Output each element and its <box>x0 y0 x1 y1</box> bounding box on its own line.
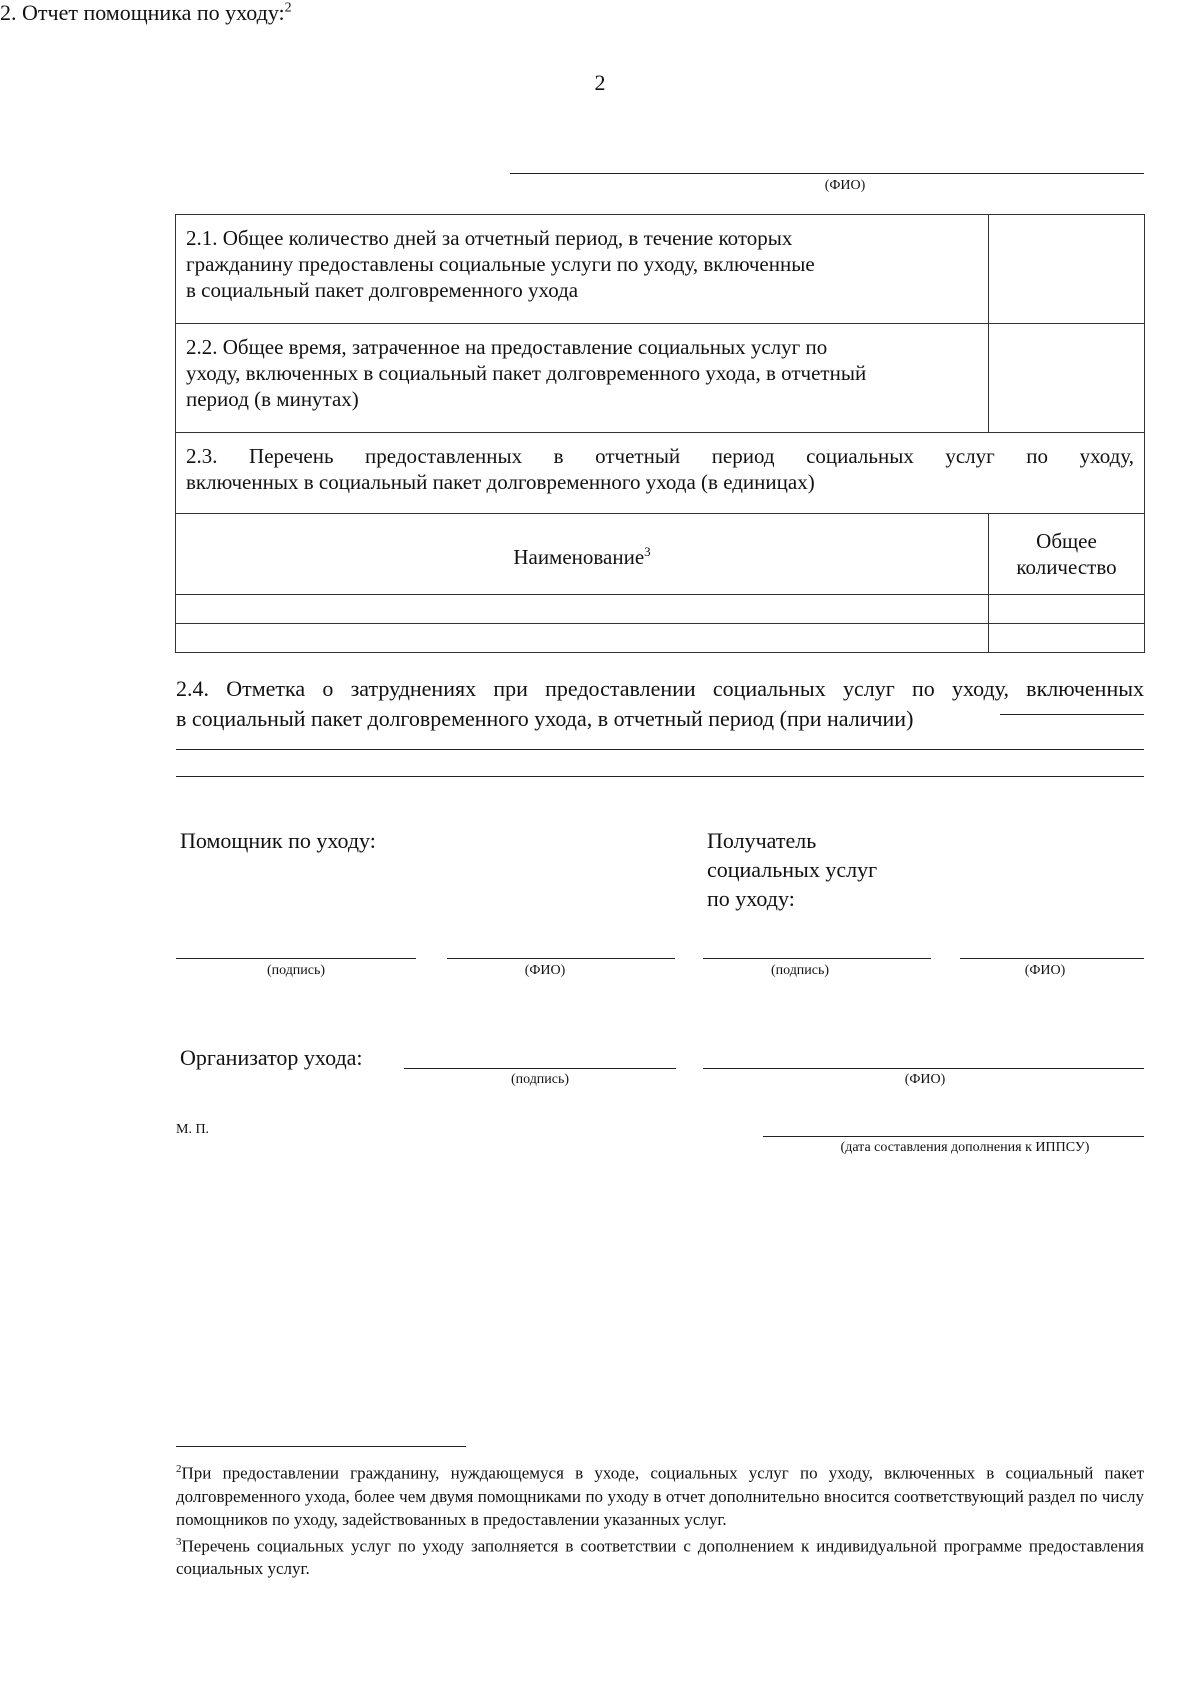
table-row <box>176 595 1145 624</box>
organizer-fio-caption: (ФИО) <box>904 1072 946 1087</box>
difficulties-field-3[interactable] <box>176 772 1144 777</box>
organizer-signature-caption: (подпись) <box>510 1072 570 1087</box>
time-value-cell[interactable] <box>989 324 1145 433</box>
helper-fio-field[interactable] <box>510 151 1144 174</box>
section-heading-text: 2. Отчет помощника по уходу: <box>0 0 285 25</box>
stamp-place: М. П. <box>176 1122 210 1137</box>
date-field[interactable] <box>763 1118 1144 1137</box>
service-name-cell[interactable] <box>176 624 989 653</box>
organizer-signature-field[interactable] <box>404 1048 676 1069</box>
recipient-signature-caption: (подпись) <box>770 963 830 978</box>
organizer-signature-label: Организатор ухода: <box>180 1045 363 1070</box>
footnotes <box>176 1458 1144 1580</box>
col-header-name: Наименование$^3$ <box>176 514 989 595</box>
service-total-cell[interactable] <box>989 624 1145 653</box>
table-row-services-list <box>176 433 1145 514</box>
days-label: 2.1. Общее количество дней за отчетный период, в течение которых гражданину предоставлены социальные услуги по уходу, включенные в социальный пакет долговременного ухода <box>176 215 989 324</box>
recipient-signature-field[interactable] <box>703 938 931 959</box>
section-heading <box>0 0 1200 26</box>
footnote-divider <box>176 1446 466 1447</box>
footnote-ref-3: 3 <box>644 543 651 559</box>
service-name-cell[interactable] <box>176 595 989 624</box>
services-list-label: 2.3. Перечень предоставленных в отчетный период социальных услуг по уходу, включенных в социальный пакет долговременного ухода (в единицах) <box>176 433 1145 514</box>
report-table <box>175 214 1145 653</box>
table-row-time <box>176 324 1145 433</box>
difficulties-text-line1: 2.4. Отметка о затруднениях при предоставлении социальных услуг по уходу, включенных <box>176 676 1144 701</box>
date-caption: (дата составления дополнения к ИППСУ) <box>840 1140 1090 1155</box>
helper-signature-label: Помощник по уходу: <box>180 828 376 853</box>
table-row-days <box>176 215 1145 324</box>
recipient-fio-caption: (ФИО) <box>1024 963 1066 978</box>
difficulties-field-1[interactable] <box>1000 704 1144 715</box>
footnote-ref-2: 2 <box>284 0 292 16</box>
helper-signature-caption: (подпись) <box>266 963 326 978</box>
col-header-total: Общее количество <box>989 514 1145 595</box>
difficulties-field-2[interactable] <box>176 745 1144 750</box>
service-total-cell[interactable] <box>989 595 1145 624</box>
organizer-fio-field[interactable] <box>703 1048 1144 1069</box>
days-value-cell[interactable] <box>989 215 1145 324</box>
helper-fio-caption: (ФИО) <box>824 178 866 193</box>
difficulties-text-line2: в социальный пакет долговременного ухода, в отчетный период (при наличии) <box>176 706 914 731</box>
footnote-3: $^3$Перечень социальных услуг по уходу заполняется в соответствии с дополнением к индивидуальной программе предоставления социальных услуг. <box>176 1535 1144 1579</box>
helper-fio-signature-field[interactable] <box>447 938 675 959</box>
time-label: 2.2. Общее время, затраченное на предоставление социальных услуг по уходу, включенных в социальный пакет долговременного ухода, в отчетный период (в минутах) <box>176 324 989 433</box>
helper-signature-field[interactable] <box>176 938 416 959</box>
helper-fio-signature-caption: (ФИО) <box>524 963 566 978</box>
difficulties-section <box>176 674 1144 734</box>
page-number: 2 <box>594 70 606 95</box>
recipient-signature-label: Получатель социальных услуг по уходу: <box>707 828 878 911</box>
table-row <box>176 624 1145 653</box>
table-header-row <box>176 514 1145 595</box>
recipient-fio-field[interactable] <box>960 938 1144 959</box>
footnote-2: $^2$При предоставлении гражданину, нуждающемуся в уходе, социальных услуг по уходу, включенных в социальный пакет долговременного ухода, более чем двумя помощниками по уходу в отчет дополнительно вносится соответствующий раздел по числу помощников по уходу, задействованных в предоставлении указанных услуг. <box>176 1463 1144 1529</box>
